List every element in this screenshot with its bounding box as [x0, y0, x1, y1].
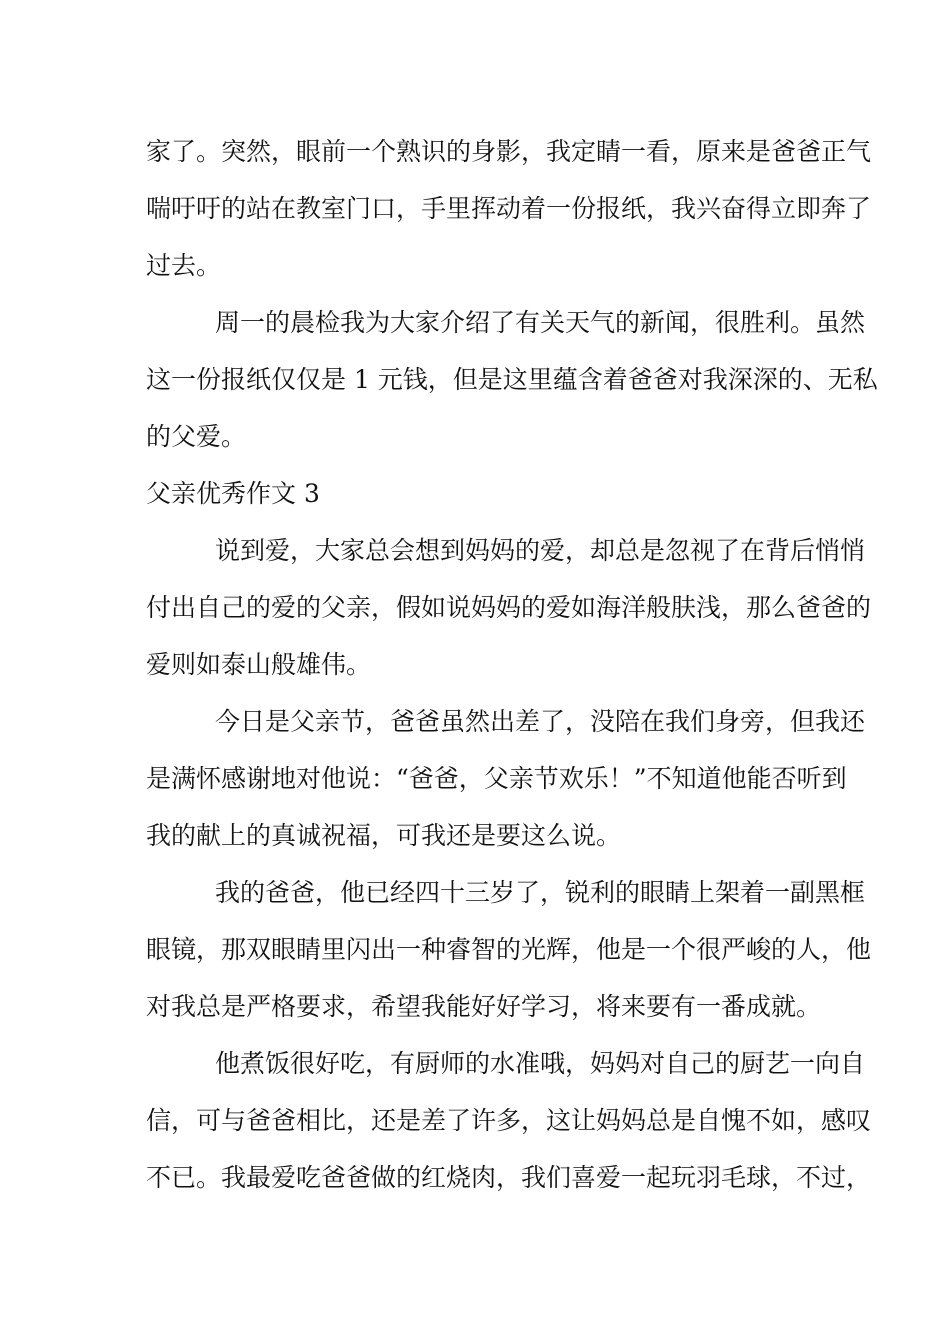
- text-line: 是满怀感谢地对他说：“爸爸，父亲节欢乐！”不知道他能否听到: [146, 764, 847, 793]
- text-line: 喘吁吁的站在教室门口，手里挥动着一份报纸，我兴奋得立即奔了: [146, 194, 872, 223]
- text-line: 爱则如泰山般雄伟。: [146, 650, 372, 679]
- text-line: 不已。我最爱吃爸爸做的红烧肉，我们喜爱一起玩羽毛球，不过，: [146, 1163, 872, 1192]
- text-line: 说到爱，大家总会想到妈妈的爱，却总是忽视了在背后悄悄: [215, 536, 866, 565]
- text-line: 家了。突然，眼前一个熟识的身影，我定睛一看，原来是爸爸正气: [146, 137, 872, 166]
- section-heading: 父亲优秀作文 3: [146, 479, 320, 508]
- text-line: 信，可与爸爸相比，还是差了许多，这让妈妈总是自愧不如，感叹: [146, 1106, 872, 1135]
- text-line: 他煮饭很好吃，有厨师的水准哦，妈妈对自己的厨艺一向自: [215, 1049, 866, 1078]
- text-line: 过去。: [146, 251, 222, 280]
- text-line: 我的献上的真诚祝福，可我还是要这么说。: [146, 821, 622, 850]
- text-line: 这一份报纸仅仅是 1 元钱，但是这里蕴含着爸爸对我深深的、无私: [146, 365, 878, 394]
- text-line: 对我总是严格要求，希望我能好好学习，将来要有一番成就。: [146, 992, 822, 1021]
- text-line: 眼镜，那双眼睛里闪出一种睿智的光辉，他是一个很严峻的人，他: [146, 935, 872, 964]
- text-line: 周一的晨检我为大家介绍了有关天气的新闻，很胜利。虽然: [215, 308, 866, 337]
- text-line: 的父爱。: [146, 422, 247, 451]
- text-line: 我的爸爸，他已经四十三岁了，锐利的眼睛上架着一副黑框: [215, 878, 866, 907]
- text-line: 今日是父亲节，爸爸虽然出差了，没陪在我们身旁，但我还: [215, 707, 866, 736]
- text-line: 付出自己的爱的父亲，假如说妈妈的爱如海洋般肤浅，那么爸爸的: [146, 593, 872, 622]
